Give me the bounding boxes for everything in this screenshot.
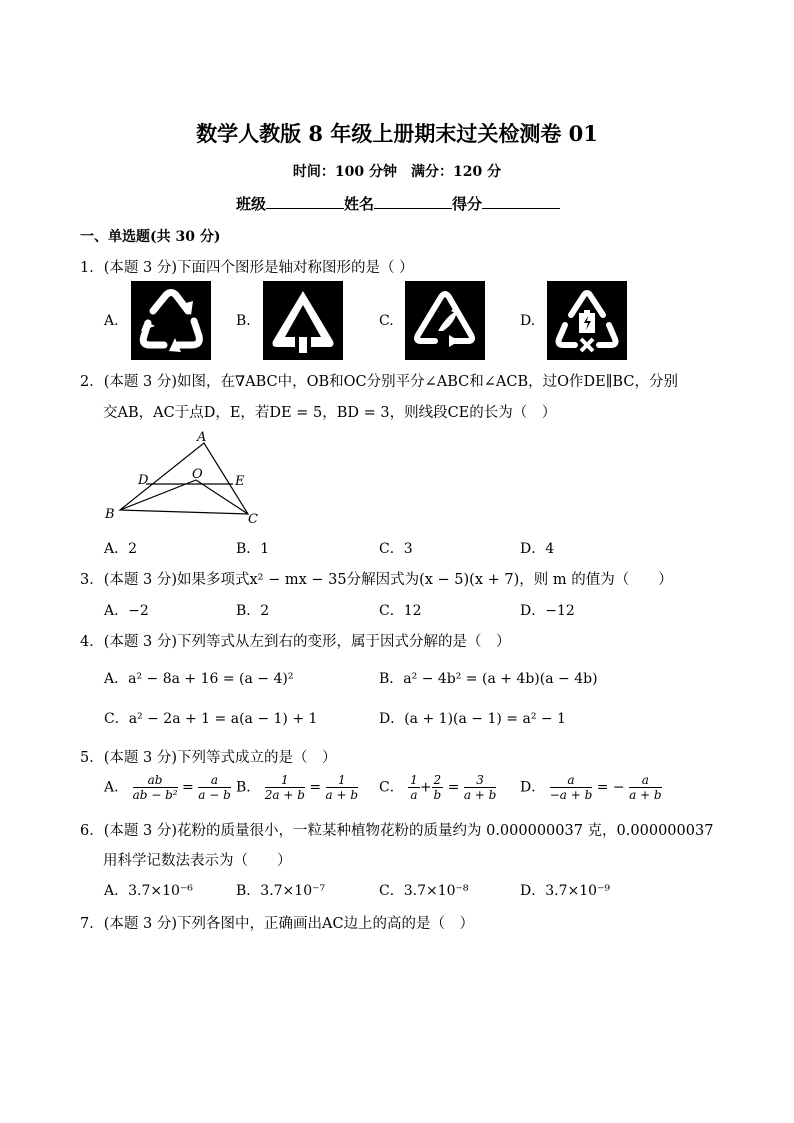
q3-option-c[interactable]: C．12 — [379, 603, 422, 619]
label-c: C — [248, 512, 258, 527]
class-blank[interactable] — [266, 194, 344, 209]
fraction: $\frac{a}{a - b}$ — [198, 773, 231, 802]
fraction: $\frac{ab}{\text{ab − b²}}$ — [132, 773, 178, 802]
score-label: 得分 — [452, 195, 483, 213]
q2-option-b[interactable]: B．1 — [236, 541, 270, 557]
recycle-arrows-icon — [131, 281, 211, 360]
q3-option-a[interactable]: A．−2 — [104, 603, 149, 619]
q2-option-a[interactable]: A．2 — [104, 541, 138, 557]
fraction: $\frac{1}{a}$ — [410, 773, 418, 802]
q3-option-d[interactable]: D．−12 — [520, 603, 575, 619]
label-e: E — [235, 474, 245, 489]
q5-d-label: D． — [520, 779, 546, 796]
q6-option-b[interactable]: B．3.7×10⁻⁷ — [236, 883, 326, 899]
label-o: O — [192, 467, 203, 482]
name-blank[interactable] — [374, 194, 452, 209]
q1-option-d-label: D. — [520, 313, 536, 329]
fraction: $\frac{2}{b}$ — [433, 773, 442, 802]
q5-c-label: C． — [379, 779, 404, 796]
q5-b-label: B． — [236, 779, 261, 796]
fraction: $\frac{3}{a + b}$ — [463, 773, 497, 802]
fraction: $\frac{1}{2a + b}$ — [264, 773, 305, 802]
q5-a-label: A． — [104, 779, 129, 796]
q5-option-b[interactable]: B． $\frac{1}{2a + b}$ = $\frac{1}{a + b}$ — [236, 773, 359, 802]
recycle-tree-icon — [263, 281, 343, 360]
q5-option-c[interactable]: C． $\frac{1}{a}$ + $\frac{2}{b}$ = $\frac{3}{a + b}$ — [379, 773, 497, 802]
section-title: 一、单选题(共 30 分) — [80, 229, 221, 245]
fraction: $\frac{a}{a + b}$ — [629, 773, 662, 802]
q6-option-d[interactable]: D．3.7×10⁻⁹ — [520, 883, 611, 899]
question-6-line-2: 用科学记数法表示为（ ） — [103, 853, 292, 869]
recycle-battery-icon — [547, 281, 627, 360]
q5-option-d[interactable]: D． $\frac{a}{-a + b}$ = − $\frac{a}{a + b}$ — [520, 773, 662, 802]
question-5: 5．(本题 3 分)下列等式成立的是（ ） — [80, 750, 337, 766]
class-label: 班级 — [236, 195, 267, 213]
question-4: 4．(本题 3 分)下列等式从左到右的变形，属于因式分解的是（ ） — [80, 634, 511, 650]
page-title: 数学人教版 8 年级上册期末过关检测卷 01 — [196, 121, 598, 146]
q4-option-c[interactable]: C．a² − 2a + 1 = a(a − 1) + 1 — [104, 711, 318, 727]
name-label: 姓名 — [344, 195, 375, 213]
q1-option-a-label: A. — [104, 313, 119, 329]
question-2-line-1: 2．(本题 3 分)如图，在∇ABC中，OB和OC分别平分∠ABC和∠ACB，过O作DE∥BC，分别 — [80, 374, 678, 390]
question-2-line-2: 交AB，AC于点D，E，若DE = 5，BD = 3，则线段CE的长为（ ） — [103, 405, 557, 421]
label-b: B — [105, 507, 115, 522]
score-blank[interactable] — [482, 194, 560, 209]
label-d: D — [138, 473, 149, 488]
q4-option-a[interactable]: A．a² − 8a + 16 = (a − 4)² — [104, 671, 294, 687]
q1-option-b-label: B. — [236, 313, 251, 329]
q5-option-a[interactable]: A． $\frac{ab}{\text{ab − b²}}$ = $\frac{a}{a - b}$ — [104, 773, 231, 802]
q1-option-c-label: C. — [379, 313, 394, 329]
q4-option-d[interactable]: D．(a + 1)(a − 1) = a² − 1 — [379, 711, 566, 727]
recycle-fish-icon — [405, 281, 485, 360]
exam-meta: 时间：100 分钟 满分：120 分 — [292, 164, 502, 180]
q3-option-b[interactable]: B．2 — [236, 603, 270, 619]
q4-option-b[interactable]: B．a² − 4b² = (a + 4b)(a − 4b) — [379, 671, 598, 687]
student-info — [236, 193, 560, 214]
q6-option-a[interactable]: A．3.7×10⁻⁶ — [104, 883, 193, 899]
label-a: A — [197, 430, 207, 445]
q6-option-c[interactable]: C．3.7×10⁻⁸ — [379, 883, 469, 899]
q2-option-d[interactable]: D．4 — [520, 541, 555, 557]
question-3: 3．(本题 3 分)如果多项式x² − mx − 35分解因式为(x − 5)(x + 7)，则 m 的值为（ ） — [80, 572, 673, 588]
fraction: $\frac{1}{a + b}$ — [325, 773, 359, 802]
fraction: $\frac{a}{-a + b}$ — [549, 773, 593, 802]
question-7: 7．(本题 3 分)下列各图中，正确画出AC边上的高的是（ ） — [80, 916, 475, 932]
question-6-line-1: 6．(本题 3 分)花粉的质量很小，一粒某种植物花粉的质量约为 0.000000037 克，0.000000037 — [80, 823, 714, 839]
q2-option-c[interactable]: C．3 — [379, 541, 413, 557]
question-1: 1．(本题 3 分)下面四个图形是轴对称图形的是（ ） — [80, 260, 414, 276]
triangle-figure — [100, 428, 270, 530]
